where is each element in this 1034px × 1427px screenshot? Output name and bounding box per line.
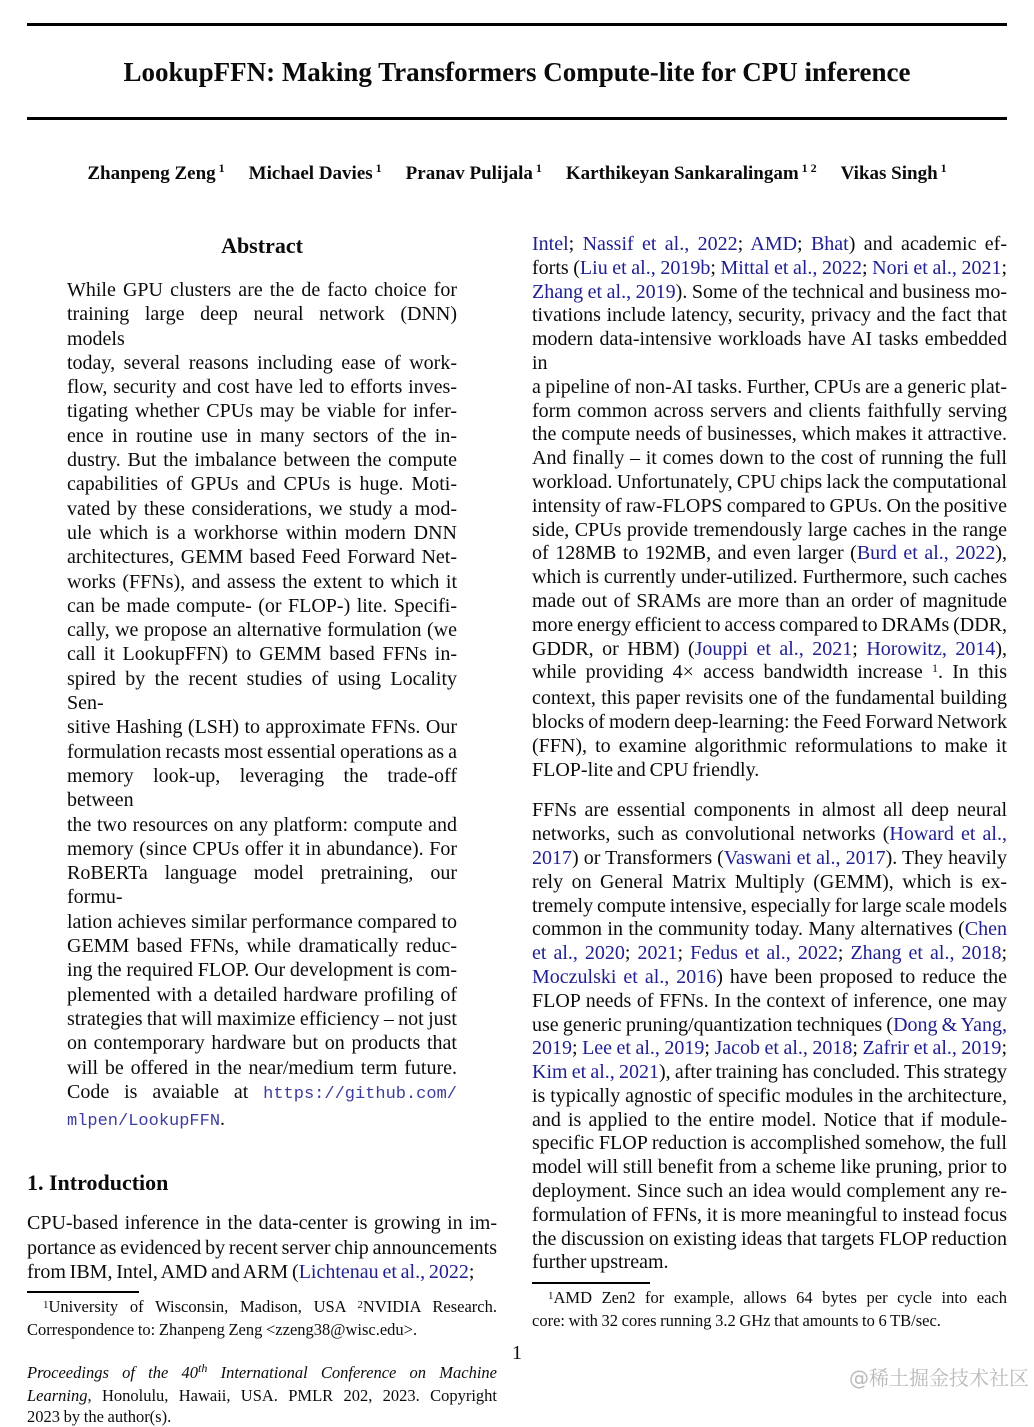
citation-link[interactable]: Vaswani et al., 2017: [723, 846, 886, 869]
citation-link[interactable]: Dong & Yang,: [893, 1013, 1007, 1036]
text-line: CPU-based inference in the data-center is growing in im-: [27, 1212, 497, 1235]
styled-text: th: [198, 1361, 208, 1375]
text-line: Moczulski et al., 2016) have been proposed to reduce the: [532, 965, 1007, 988]
text-line: FFNs are essential components in almost all deep neural: [532, 799, 1007, 822]
text-line: RoBERTa language model pretraining, our formu-: [67, 862, 457, 909]
text-line: rely on General Matrix Multiply (GEMM), which is ex-: [532, 870, 1007, 893]
citation-link[interactable]: Nori et al., 2021: [872, 256, 1002, 279]
text-line: ule which is a workhorse within modern DNN: [67, 521, 457, 544]
citation-link[interactable]: Howard et al.,: [889, 823, 1007, 846]
text-line: formulation recasts most essential operations as a: [67, 740, 457, 763]
citation-link[interactable]: Zafrir et al., 2019: [862, 1037, 1002, 1060]
text-line: on contemporary hardware but on products that: [67, 1032, 457, 1055]
code-url-link[interactable]: mlpen/LookupFFN: [67, 1112, 221, 1132]
citation-link[interactable]: Jouppi et al., 2021: [694, 637, 853, 660]
author-affiliation-superscript: 1: [375, 161, 382, 175]
text-line: sitive Hashing (LSH) to approximate FFNs. Our: [67, 716, 457, 739]
author-name-text: Zhanpeng Zeng: [87, 163, 216, 184]
text-line: of 128MB to 192MB, and even larger (Burd et al., 2022),: [532, 542, 1007, 565]
citation-link[interactable]: Zhang et al., 2018: [850, 942, 1002, 965]
text-line: will be offered in the near/medium term future.: [67, 1056, 457, 1079]
citation-link[interactable]: Moczulski et al., 2016: [532, 965, 717, 988]
text-line: from IBM, Intel, AMD and ARM (Lichtenau et al., 2022;: [27, 1260, 475, 1283]
text-line: mlpen/LookupFFN.: [67, 1108, 226, 1132]
citation-link[interactable]: Zhang et al., 2019: [532, 280, 676, 303]
text-line: ing the required FLOP. Our development is com-: [67, 959, 457, 982]
superscript-marker: 2: [357, 1299, 363, 1311]
text-line: works (FFNs), and assess the extent to which it: [67, 570, 457, 593]
text-line: lation achieves similar performance compared to: [67, 910, 457, 933]
text-line: spired by the recent studies of using Locality Sen-: [67, 667, 457, 715]
introduction-paragraph-continued: [532, 233, 1007, 782]
author-name: [841, 163, 947, 184]
text-line: Intel; Nassif et al., 2022; AMD; Bhat) and academic ef-: [532, 233, 1007, 255]
text-line: 2023 by the author(s).: [27, 1407, 172, 1426]
text-line: context, this paper revisits one of the fundamental building: [532, 687, 1007, 710]
amd-zen2-footnote: [532, 1288, 1007, 1331]
superscript-marker: 1: [43, 1299, 49, 1311]
text-line: memory look-up, leveraging the trade-off between: [67, 764, 457, 812]
text-line: use generic pruning/quantization techniques (Dong & Yang,: [532, 1013, 1007, 1036]
author-name: [406, 163, 542, 184]
text-line: et al., 2020; 2021; Fedus et al., 2022; Zhang et al., 2018;: [532, 942, 1008, 965]
author-affiliation-superscript: 1: [940, 161, 947, 175]
text-line: and is applied to the entire model. Notice that if module-: [532, 1108, 1007, 1131]
text-line: intensity of raw-FLOPS compared to GPUs. On the positive: [532, 494, 1007, 517]
author-name-text: Michael Davies: [248, 163, 373, 184]
text-line: networks, such as convolutional networks (Howard et al.,: [532, 823, 1007, 846]
styled-text: International Conference on Machine: [207, 1363, 498, 1382]
text-line: the discussion on existing ideas that targets FLOP reduction: [532, 1227, 1007, 1250]
code-url-link[interactable]: https://github.com/: [263, 1084, 457, 1104]
text-line: blocks of modern deep-learning: the Feed Forward Network: [532, 710, 1007, 733]
author-affiliation-superscript: 1 2: [801, 161, 817, 175]
abstract-heading: Abstract: [221, 233, 303, 258]
footnote-rule-left: [27, 1291, 139, 1293]
footnote-rule-right: [532, 1282, 650, 1284]
text-line: $^1$AMD Zen2 for example, allows 64 bytes per cycle into each: [548, 1288, 1007, 1308]
left-column: [27, 233, 497, 1427]
author-affiliation-superscript: 1: [218, 161, 225, 175]
citation-link[interactable]: Bhat: [810, 233, 849, 255]
citation-link[interactable]: Chen: [964, 918, 1007, 941]
author-name: [87, 163, 224, 184]
author-name-text: Vikas Singh: [840, 163, 938, 184]
section-heading-introduction: 1. Introduction: [27, 1170, 169, 1196]
styled-text: Proceedings of the 40: [27, 1363, 199, 1382]
text-line: common in the community today. Many alternatives (Chen: [532, 918, 1007, 941]
citation-link[interactable]: Lichtenau et al., 2022: [298, 1260, 469, 1283]
text-line: form common across servers and clients faithfully serving: [532, 399, 1007, 422]
author-affiliation-superscript: 1: [535, 161, 542, 175]
text-line: Zhang et al., 2019). Some of the technical and business mo-: [532, 280, 1007, 303]
text-line: Correspondence to: Zhanpeng Zeng <zzeng38@wisc.edu>.: [27, 1319, 418, 1339]
text-line: forts (Liu et al., 2019b; Mittal et al., 2022; Nori et al., 2021;: [532, 256, 1008, 279]
text-line: Code is avaiable at https://github.com/: [67, 1080, 457, 1104]
text-line: while providing 4× access bandwidth increase $^1$. In this: [532, 661, 1007, 684]
citation-link[interactable]: Horowitz, 2014: [866, 637, 996, 660]
citation-link[interactable]: Nassif et al., 2022: [582, 233, 738, 255]
citation-link[interactable]: 2017: [532, 846, 572, 869]
text-line: core: with 32 cores running 3.2 GHz that amounts to 6 TB/sec.: [532, 1310, 941, 1330]
text-line: today, several reasons including ease of work-: [67, 351, 457, 374]
affiliation-footnote: [27, 1297, 497, 1340]
text-line: [27, 1362, 497, 1385]
text-line: And finally – it comes down to the cost of running the full: [532, 447, 1007, 470]
text-line: more energy efficient to access compared to DRAMs (DDR,: [532, 613, 1007, 636]
author-name: [249, 163, 382, 184]
introduction-paragraph: [27, 1211, 497, 1284]
text-line: While GPU clusters are the de facto choice for: [67, 279, 457, 301]
text-line: cally, we propose an alternative formulation (we: [67, 619, 457, 642]
abstract-text: [67, 278, 457, 1134]
text-line: Kim et al., 2021), after training has concluded. This strategy: [532, 1061, 1007, 1084]
text-line: made out of SRAMs are more than an order of magnitude: [532, 589, 1007, 612]
author-name-text: Karthikeyan Sankaralingam: [565, 163, 799, 184]
text-line: (FFN), to examine algorithmic reformulations to make it: [532, 734, 1007, 757]
text-line: memory (since CPUs offer it in abundance). For: [67, 837, 457, 860]
text-line: ence in routine use in many sectors of the in-: [67, 424, 457, 447]
text-line: training large deep neural network (DNN) models: [67, 303, 457, 350]
text-line: side, CPUs provide tremendously large caches in the range: [532, 518, 1007, 541]
text-line: the compute needs of businesses, which makes it attractive.: [532, 423, 1007, 446]
text-line: is typically agnostic of specific modules in the architecture,: [532, 1084, 1007, 1107]
text-line: tivations include latency, security, privacy and the fact that: [532, 304, 1007, 327]
text-line: Learning, Honolulu, Hawaii, USA. PMLR 202, 2023. Copyright: [27, 1386, 497, 1405]
text-line: workload. Unfortunately, CPU chips lack the computational: [532, 470, 1007, 493]
citation-link[interactable]: Intel: [532, 233, 569, 255]
text-line: plemented with a detailed hardware profiling of: [67, 983, 457, 1006]
text-line: which is currently under-utilized. Furthermore, such caches: [532, 566, 1007, 589]
text-line: further upstream.: [532, 1251, 669, 1274]
author-list: [0, 163, 1034, 185]
text-line: model will still benefit from a scheme like pruning, prior to: [532, 1156, 1007, 1179]
watermark: @稀土掘金技术社区: [849, 1366, 1029, 1390]
page-number: 1: [512, 1342, 522, 1364]
citation-link[interactable]: 2021: [637, 942, 678, 965]
proceedings-notice: [27, 1362, 497, 1427]
citation-link[interactable]: et al., 2020: [532, 942, 625, 965]
citation-link[interactable]: Burd et al., 2022: [856, 542, 996, 565]
citation-link[interactable]: Lee et al., 2019: [582, 1037, 705, 1060]
superscript-marker: 1: [931, 661, 938, 676]
text-line: capabilities of GPUs and CPUs is huge. Moti-: [67, 473, 457, 496]
header-rule-bottom: [27, 117, 1007, 120]
paper-title: LookupFFN: Making Transformers Compute-lite for CPU inference: [123, 57, 911, 87]
author-name: [566, 163, 817, 184]
text-line: architectures, GEMM based Feed Forward Net-: [67, 546, 457, 569]
citation-link[interactable]: AMD: [750, 233, 798, 255]
citation-link[interactable]: Jacob et al., 2018: [714, 1037, 853, 1060]
text-line: FLOP-lite and CPU friendly.: [532, 758, 760, 781]
text-line: tigating whether CPUs may be viable for infer-: [67, 400, 457, 423]
text-line: the two resources on any platform: compute and: [67, 813, 457, 836]
text-line: tremely compute intensive, especially for large scale models: [532, 894, 1007, 917]
text-line: dustry. But the imbalance between the compute: [67, 449, 457, 472]
header-rule-top: [27, 23, 1007, 26]
text-line: formulation of FFNs, it is more meaningful to instead focus: [532, 1203, 1007, 1226]
text-line: $^1$University of Wisconsin, Madison, USA $^2$NVIDIA Research.: [43, 1297, 497, 1316]
styled-text: Learning: [27, 1386, 88, 1405]
ffn-background-paragraph: [532, 799, 1007, 1275]
text-line: can be made compute- (or FLOP-) lite. Specifi-: [67, 594, 457, 617]
text-line: 2019; Lee et al., 2019; Jacob et al., 2018; Zafrir et al., 2019;: [532, 1037, 1007, 1060]
superscript-marker: 1: [548, 1290, 554, 1303]
right-column: [532, 233, 1007, 1331]
text-line: GDDR, or HBM) (Jouppi et al., 2021; Horowitz, 2014),: [532, 637, 1007, 660]
text-line: FLOP needs of FFNs. In the context of inference, one may: [532, 989, 1007, 1012]
text-line: deployment. Since such an idea would complement any re-: [532, 1180, 1007, 1203]
author-name-text: Pranav Pulijala: [405, 163, 533, 184]
citation-link[interactable]: Fedus et al., 2022: [690, 942, 838, 965]
citation-link[interactable]: 2019: [532, 1037, 572, 1060]
text-line: portance as evidenced by recent server chip announcements: [27, 1236, 497, 1259]
text-line: modern data-intensive workloads have AI tasks embedded in: [532, 328, 1007, 374]
text-line: GEMM based FFNs, while dramatically reduc-: [67, 935, 457, 958]
text-line: a pipeline of non-AI tasks. Further, CPUs are a generic plat-: [532, 375, 1007, 398]
citation-link[interactable]: Mittal et al., 2022: [720, 256, 863, 279]
text-line: flow, security and cost have led to efforts inves-: [67, 376, 457, 399]
citation-link[interactable]: Liu et al., 2019b: [579, 256, 711, 279]
text-line: specific FLOP reduction is accomplished somehow, the full: [532, 1132, 1007, 1155]
text-line: strategies that will maximize efficiency – not just: [67, 1007, 457, 1030]
text-line: vated by these considerations, we study a mod-: [67, 497, 457, 520]
citation-link[interactable]: Kim et al., 2021: [532, 1061, 659, 1084]
text-line: 2017) or Transformers (Vaswani et al., 2017). They heavily: [532, 846, 1007, 869]
text-line: call it LookupFFN) to GEMM based FFNs in-: [67, 643, 457, 666]
